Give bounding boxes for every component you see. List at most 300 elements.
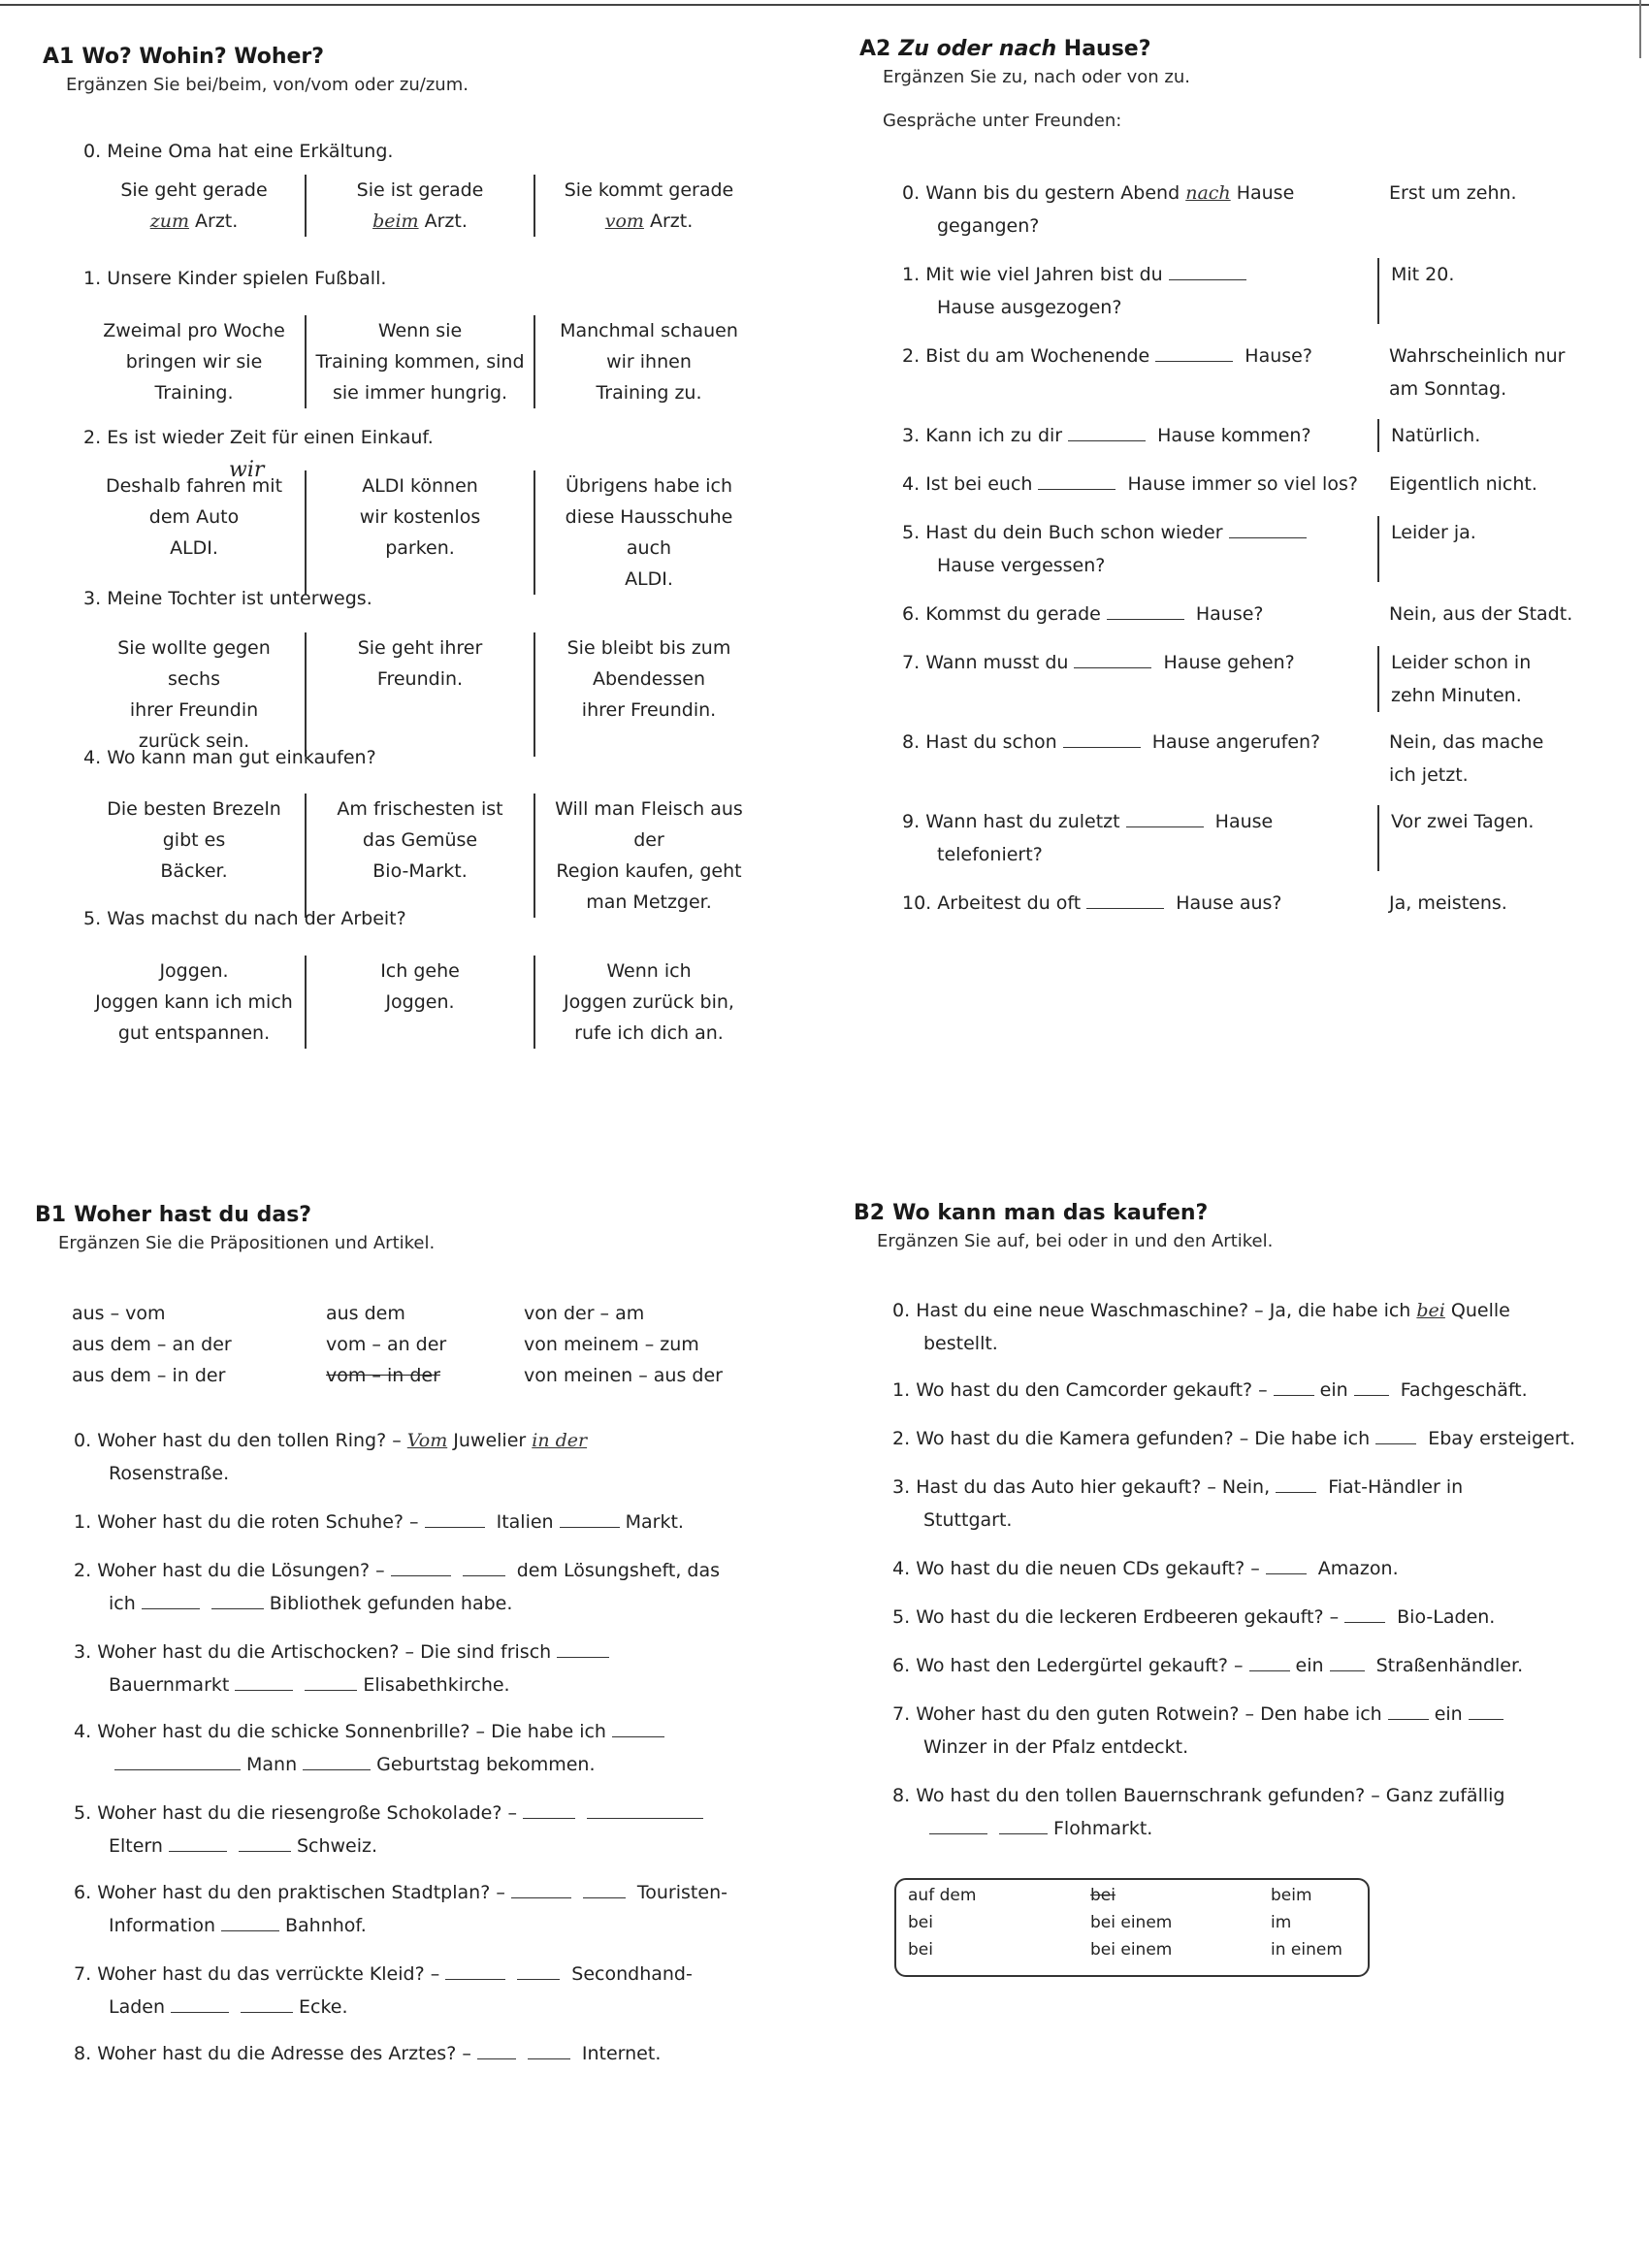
question-line — [902, 516, 1377, 549]
item-number: 3. — [892, 1476, 911, 1498]
question-line — [74, 1506, 753, 1539]
cell-line — [312, 794, 528, 825]
a2-item — [902, 419, 1604, 452]
question-text: Juwelier — [453, 1430, 527, 1451]
answer-blank[interactable] — [303, 1768, 371, 1770]
handwritten-answer: nach — [1185, 182, 1231, 204]
question-text: Hause — [1214, 811, 1274, 832]
reply-text: Wahrscheinlich nur — [1389, 345, 1566, 367]
question-line — [902, 838, 1377, 871]
answer-blank[interactable] — [305, 1689, 357, 1691]
item-prompt: Es ist wieder Zeit für einen Einkauf. — [107, 427, 434, 448]
answer-blank[interactable] — [1063, 746, 1141, 748]
word-box-item: beim — [1271, 1886, 1312, 1905]
a2-item — [902, 598, 1602, 631]
answer-blank[interactable] — [587, 1817, 703, 1819]
a1-cell — [534, 315, 762, 408]
cell-text: Zweimal pro Woche — [103, 320, 285, 341]
a1-cell — [83, 956, 305, 1049]
item-number: 0. — [74, 1430, 92, 1451]
answer-blank[interactable] — [1068, 439, 1146, 441]
question-text: Hause angerufen? — [1151, 731, 1321, 753]
word-box — [894, 1878, 1370, 1977]
question-text: Hast du eine neue Waschmaschine? – Ja, die habe ich — [916, 1300, 1411, 1321]
question-line — [902, 549, 1377, 582]
b2-item — [892, 1294, 1591, 1360]
cell-line — [312, 987, 528, 1018]
question-text: gegangen? — [937, 215, 1040, 237]
cell-line — [541, 1018, 757, 1049]
question-line — [902, 598, 1377, 631]
option-item — [72, 1360, 225, 1391]
answer-blank[interactable] — [477, 2057, 516, 2059]
question-text: Mit wie viel Jahren bist du — [925, 264, 1163, 285]
a1-cell — [305, 470, 534, 595]
reply-text: Ja, meistens. — [1389, 892, 1507, 914]
cell-text: Sie bleibt bis zum — [566, 637, 731, 659]
cell-line — [312, 346, 528, 377]
handwritten-answer: bei — [1416, 1300, 1445, 1321]
item-number: 0. — [892, 1300, 911, 1321]
cell-text: Joggen zurück bin, — [564, 991, 734, 1013]
answer-blank[interactable] — [1266, 1572, 1307, 1574]
cell-line — [312, 956, 528, 987]
word-box-item: auf dem — [908, 1886, 977, 1905]
answer-blank[interactable] — [221, 1929, 279, 1931]
cell-text: Joggen. — [385, 991, 455, 1013]
question-line — [74, 2037, 753, 2070]
a1-cell — [534, 632, 762, 757]
answer-blank[interactable] — [999, 1832, 1048, 1834]
question-text: Wo hast du die Kamera gefunden? – Die habe ich — [916, 1428, 1371, 1449]
cell-line — [541, 346, 757, 377]
question-line — [892, 1649, 1591, 1682]
cell-text: Sie wollte gegen sechs — [117, 637, 271, 690]
a1-item-prompt — [83, 268, 386, 289]
cell-line — [541, 206, 757, 237]
cell-line — [312, 825, 528, 856]
reply-text: Leider schon in — [1391, 652, 1532, 673]
item-number: 1. — [74, 1511, 92, 1533]
reply-text: Eigentlich nicht. — [1389, 473, 1537, 495]
b1-item — [74, 1715, 753, 1781]
cell-line — [89, 1018, 299, 1049]
item-prompt: Unsere Kinder spielen Fußball. — [107, 268, 387, 289]
a2-question — [902, 726, 1377, 792]
answer-blank[interactable] — [239, 1850, 291, 1852]
question-text: Internet. — [581, 2043, 662, 2064]
question-text: ein — [1434, 1703, 1463, 1725]
word-box-item: bei — [908, 1940, 933, 1960]
item-number: 3. — [83, 588, 102, 609]
question-text: Woher hast du die Lösungen? – — [97, 1560, 385, 1581]
a1-cell — [83, 794, 305, 918]
section-instruction: Ergänzen Sie zu, nach oder von zu. — [883, 67, 1190, 87]
option-text: aus dem – in der — [72, 1365, 226, 1386]
answer-blank[interactable] — [241, 2011, 293, 2013]
option-item — [524, 1360, 723, 1391]
cell-text: Die besten Brezeln — [107, 798, 281, 820]
cell-text: Sie kommt gerade — [564, 179, 734, 201]
answer-blank[interactable] — [1074, 666, 1151, 668]
cell-line — [312, 377, 528, 408]
question-text: Stuttgart. — [923, 1509, 1013, 1531]
a1-cell — [534, 794, 762, 918]
answer-blank[interactable] — [1107, 618, 1184, 620]
cell-line — [541, 664, 757, 695]
cell-text: wir ihnen — [606, 351, 692, 373]
reply-text: Leider ja. — [1391, 522, 1476, 543]
cell-line — [541, 315, 757, 346]
answer-blank[interactable] — [517, 1978, 560, 1980]
question-text: Flohmarkt. — [1053, 1818, 1153, 1839]
cell-line — [312, 502, 528, 533]
cell-line — [541, 887, 757, 918]
a1-item-prompt — [83, 141, 393, 162]
answer-blank[interactable] — [1344, 1621, 1385, 1623]
question-text: Hast du das Auto hier gekauft? – Nein, — [916, 1476, 1271, 1498]
option-text: von der – am — [524, 1303, 645, 1324]
cell-text: Training kommen, sind — [315, 351, 525, 373]
question-text: Bibliothek gefunden habe. — [269, 1593, 513, 1614]
item-number: 7. — [892, 1703, 911, 1725]
reply-line — [1391, 805, 1604, 838]
cell-line — [541, 175, 757, 206]
question-text: Straßenhändler. — [1375, 1655, 1524, 1676]
a2-item — [902, 177, 1602, 243]
a2-item — [902, 726, 1602, 792]
option-item — [524, 1329, 699, 1360]
cell-text: Deshalb fahren mit — [105, 475, 283, 497]
a2-reply — [1377, 258, 1604, 324]
reply-line — [1391, 419, 1604, 452]
a2-question — [902, 177, 1377, 243]
cell-line — [541, 794, 757, 856]
item-number: 4. — [83, 747, 102, 768]
a2-reply — [1377, 646, 1604, 712]
question-text: Secondhand- — [571, 1963, 693, 1985]
item-number: 5. — [892, 1606, 911, 1628]
b1-item — [74, 1958, 753, 2024]
answer-blank[interactable] — [1229, 536, 1307, 538]
reply-line — [1389, 177, 1602, 210]
answer-blank[interactable] — [929, 1832, 987, 1834]
answer-blank[interactable] — [235, 1689, 293, 1691]
option-item — [326, 1329, 446, 1360]
question-text: ein — [1295, 1655, 1324, 1676]
question-line — [74, 1748, 753, 1781]
question-line — [892, 1552, 1591, 1585]
question-text: Wo hast du die leckeren Erdbeeren gekauft? – — [916, 1606, 1340, 1628]
item-number: 9. — [902, 811, 921, 832]
item-prompt: Meine Oma hat eine Erkältung. — [107, 141, 394, 162]
question-text: Woher hast du die roten Schuhe? – — [97, 1511, 419, 1533]
item-number: 0. — [83, 141, 102, 162]
item-number: 8. — [892, 1785, 911, 1806]
question-line — [902, 805, 1377, 838]
cell-line — [312, 470, 528, 502]
cell-line — [312, 315, 528, 346]
question-text: Ebay ersteigert. — [1428, 1428, 1576, 1449]
question-line — [892, 1327, 1591, 1360]
cell-text: rufe ich dich an. — [574, 1022, 724, 1044]
question-line — [74, 1457, 753, 1490]
reply-text: am Sonntag. — [1389, 378, 1507, 400]
item-number: 2. — [892, 1428, 911, 1449]
a2-reply — [1377, 726, 1602, 792]
word-box-item: bei — [908, 1913, 933, 1932]
question-text: Information — [109, 1915, 215, 1936]
cell-text: gibt es — [162, 829, 226, 851]
answer-blank[interactable] — [1388, 1718, 1429, 1720]
answer-blank[interactable] — [560, 1526, 620, 1528]
cell-text: Wenn sie — [377, 320, 463, 341]
a1-cell-row — [83, 315, 762, 408]
item-number: 3. — [902, 425, 921, 446]
item-number: 3. — [74, 1641, 92, 1663]
a1-item-prompt — [83, 747, 376, 768]
cell-line — [89, 856, 299, 887]
a2-question — [902, 598, 1377, 631]
a1-item-prompt — [83, 427, 434, 448]
section-a1 — [43, 45, 780, 95]
question-text: Woher hast du die Adresse des Arztes? – — [97, 2043, 471, 2064]
cell-text: ALDI können — [362, 475, 478, 497]
answer-blank[interactable] — [142, 1607, 200, 1609]
question-text: Winzer in der Pfalz entdeckt. — [923, 1736, 1189, 1758]
answer-blank[interactable] — [511, 1896, 571, 1898]
answer-blank[interactable] — [1086, 907, 1164, 909]
cell-line — [89, 533, 299, 564]
handwritten-note: wir — [229, 458, 265, 482]
reply-line — [1391, 258, 1604, 291]
question-text: Bist du am Wochenende — [925, 345, 1150, 367]
cell-line — [312, 533, 528, 564]
question-text: Hast du dein Buch schon wieder — [925, 522, 1223, 543]
reply-line — [1389, 468, 1602, 501]
a1-cell-row — [83, 175, 762, 237]
question-text: Amazon. — [1317, 1558, 1399, 1579]
reply-text: Erst um zehn. — [1389, 182, 1517, 204]
question-line — [902, 646, 1377, 679]
cell-text: Sie ist gerade — [356, 179, 484, 201]
item-prompt: Meine Tochter ist unterwegs. — [107, 588, 372, 609]
b2-item — [892, 1779, 1591, 1845]
question-text: Woher hast du die riesengroße Schokolade? – — [97, 1802, 517, 1824]
question-text: Fiat-Händler in — [1328, 1476, 1464, 1498]
answer-blank[interactable] — [1169, 278, 1246, 280]
question-line — [902, 468, 1377, 501]
question-text: Wo hast den Ledergürtel gekauft? – — [916, 1655, 1244, 1676]
item-number: 1. — [902, 264, 921, 285]
item-number: 8. — [74, 2043, 92, 2064]
question-text: Woher hast du den tollen Ring? – — [97, 1430, 402, 1451]
cell-text: Freundin. — [376, 668, 464, 690]
answer-blank[interactable] — [211, 1607, 264, 1609]
answer-blank[interactable] — [1330, 1669, 1365, 1671]
question-text: Kann ich zu dir — [925, 425, 1063, 446]
item-number: 6. — [892, 1655, 911, 1676]
b2-item — [892, 1471, 1591, 1537]
a1-cell — [534, 956, 762, 1049]
a2-item — [902, 646, 1604, 712]
question-text: Italien — [496, 1511, 554, 1533]
b1-item — [74, 1636, 753, 1701]
answer-blank[interactable] — [1354, 1394, 1389, 1396]
cell-line — [89, 794, 299, 825]
b1-item — [74, 1876, 753, 1942]
cell-text: man Metzger. — [586, 891, 712, 913]
a1-cell — [534, 470, 762, 595]
question-line — [892, 1698, 1591, 1731]
cell-text: das Gemüse — [362, 829, 478, 851]
cell-line — [541, 987, 757, 1018]
cell-line — [89, 825, 299, 856]
question-text: Hause immer so viel los? — [1127, 473, 1358, 495]
question-line — [902, 887, 1377, 920]
section-b1 — [35, 1203, 792, 1253]
section-title: A2 Zu oder nach Hause? — [859, 37, 1151, 61]
cell-line — [89, 346, 299, 377]
reply-line — [1391, 679, 1604, 712]
question-text: Hause — [1236, 182, 1295, 204]
section-a2 — [859, 37, 1616, 131]
item-number: 6. — [74, 1882, 92, 1903]
item-number: 2. — [83, 427, 102, 448]
answer-blank[interactable] — [1276, 1491, 1316, 1493]
section-instruction: Ergänzen Sie bei/beim, von/vom oder zu/zum. — [66, 75, 469, 95]
a1-item-prompt — [83, 908, 406, 929]
answer-blank[interactable] — [557, 1656, 609, 1658]
cell-line — [89, 206, 299, 237]
answer-blank[interactable] — [1126, 826, 1204, 827]
answer-blank[interactable] — [463, 1574, 505, 1576]
section-subtitle: Gespräche unter Freunden: — [883, 111, 1122, 131]
a2-item — [902, 468, 1602, 501]
question-text: Hause? — [1245, 345, 1312, 367]
answer-blank[interactable] — [1038, 488, 1116, 490]
reply-line — [1389, 373, 1602, 405]
item-number: 10. — [902, 892, 932, 914]
a2-reply — [1377, 340, 1602, 405]
a1-cell — [305, 632, 534, 757]
question-line — [892, 1601, 1591, 1634]
answer-blank[interactable] — [612, 1735, 664, 1737]
cell-text: ihrer Freundin — [129, 699, 259, 721]
answer-blank[interactable] — [1274, 1394, 1314, 1396]
question-line — [74, 1636, 753, 1669]
answer-blank[interactable] — [445, 1978, 505, 1980]
section-b2 — [854, 1201, 1630, 1251]
answer-blank[interactable] — [171, 2011, 229, 2013]
question-text: Markt. — [625, 1511, 684, 1533]
answer-blank[interactable] — [523, 1817, 575, 1819]
question-text: Woher hast du den guten Rotwein? – Den habe ich — [916, 1703, 1382, 1725]
item-number: 5. — [83, 908, 102, 929]
cell-line — [89, 956, 299, 987]
a2-reply — [1377, 468, 1602, 501]
word-box-item: in einem — [1271, 1940, 1342, 1960]
cell-line — [541, 632, 757, 664]
answer-blank[interactable] — [1155, 360, 1233, 362]
item-prompt: Was machst du nach der Arbeit? — [107, 908, 406, 929]
question-line — [902, 258, 1377, 291]
item-number: 0. — [902, 182, 921, 204]
cell-line — [541, 695, 757, 726]
cell-text: Sie geht gerade — [120, 179, 268, 201]
item-number: 6. — [902, 603, 921, 625]
question-text: Mann — [246, 1754, 298, 1775]
cell-text: parken. — [385, 537, 455, 559]
answer-blank[interactable] — [391, 1574, 451, 1576]
answer-blank[interactable] — [114, 1768, 241, 1770]
cell-text: Bäcker. — [160, 860, 228, 882]
cell-line — [541, 956, 757, 987]
a1-cell — [305, 315, 534, 408]
handwritten-answer: Vom — [406, 1430, 448, 1451]
question-line — [74, 1991, 753, 2024]
b2-item — [892, 1422, 1591, 1455]
b1-item — [74, 1554, 753, 1620]
answer-blank[interactable] — [583, 1896, 626, 1898]
a2-reply — [1377, 887, 1602, 920]
option-item — [72, 1298, 166, 1329]
option-text: aus dem – an der — [72, 1334, 232, 1355]
question-text: Laden — [109, 1996, 166, 2018]
answer-blank[interactable] — [1375, 1442, 1416, 1444]
option-item — [326, 1298, 405, 1329]
cell-line — [541, 470, 757, 502]
cell-line — [89, 695, 299, 726]
a1-cell — [83, 470, 305, 595]
word-box-item: bei einem — [1090, 1940, 1173, 1960]
question-line — [902, 419, 1377, 452]
answer-blank[interactable] — [1469, 1718, 1504, 1720]
cell-text: Arzt. — [195, 211, 239, 232]
b2-item — [892, 1552, 1591, 1585]
cell-text: diese Hausschuhe auch — [565, 506, 733, 559]
cell-text: Bio-Markt. — [372, 860, 468, 882]
answer-blank[interactable] — [1249, 1669, 1290, 1671]
question-text: Kommst du gerade — [925, 603, 1101, 625]
b1-item — [74, 1797, 753, 1863]
reply-text: ich jetzt. — [1389, 764, 1469, 786]
a2-question — [902, 516, 1377, 582]
question-text: Wo hast du den tollen Bauernschrank gefunden? – Ganz zufällig — [916, 1785, 1505, 1806]
answer-blank[interactable] — [425, 1526, 485, 1528]
option-text: von meinen – aus der — [524, 1365, 723, 1386]
answer-blank[interactable] — [528, 2057, 570, 2059]
question-text: Wann bis du gestern Abend — [925, 182, 1180, 204]
cell-text: Joggen. — [159, 960, 229, 982]
question-text: Woher hast du das verrückte Kleid? – — [97, 1963, 440, 1985]
answer-blank[interactable] — [169, 1850, 227, 1852]
question-text: bestellt. — [923, 1333, 998, 1354]
section-title: B1 Woher hast du das? — [35, 1203, 312, 1227]
section-instruction: Ergänzen Sie auf, bei oder in und den Artikel. — [877, 1231, 1274, 1251]
cell-text: gut entspannen. — [117, 1022, 271, 1044]
cell-line — [312, 175, 528, 206]
cell-line — [312, 206, 528, 237]
cell-line — [89, 377, 299, 408]
a2-reply — [1377, 419, 1604, 452]
reply-text: Nein, aus der Stadt. — [1389, 603, 1573, 625]
a2-item — [902, 887, 1602, 920]
cell-text: Arzt. — [649, 211, 694, 232]
handwritten-answer: vom — [604, 211, 644, 232]
a1-cell-row — [83, 794, 762, 918]
question-line — [74, 1669, 753, 1701]
